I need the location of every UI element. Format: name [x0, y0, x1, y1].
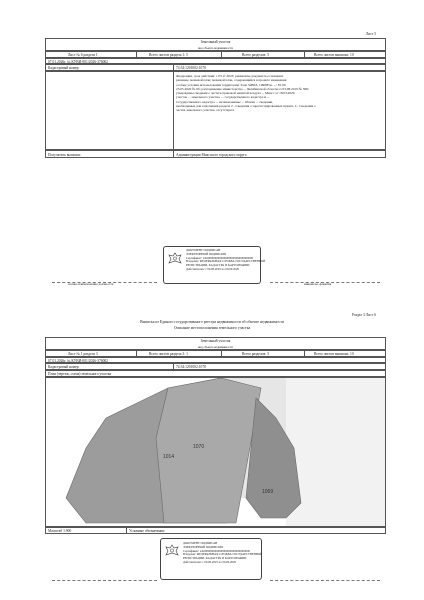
special-notes-line: государственного кадастра ... незаконченные ... вблизи ... сведения, [176, 99, 273, 104]
sheet-number-2: Лист № 1 раздела 3 [68, 352, 98, 356]
eagle-crest-icon-2 [164, 543, 180, 559]
cadastral-row [45, 64, 386, 71]
stamp-line: РЕГИСТРАЦИИ, КАДАСТРА И КАРТОГРАФИИ [183, 556, 247, 561]
extract-sheets-total-2: Всего листов выписки: 10 [314, 352, 354, 356]
object-type-header [45, 38, 386, 51]
scale-label: Масштаб 1:900 [48, 529, 72, 533]
object-type-title: Земельный участок [200, 39, 231, 44]
stamp-text [186, 249, 265, 272]
plan-label: План (чертеж, схема) земельного участка [48, 372, 112, 376]
legend-label: Условные обозначения: [129, 529, 165, 533]
sheet-number: Лист № 6 раздела 1 [68, 53, 98, 57]
stamp-line: Владелец: ФЕДЕРАЛЬНАЯ СЛУЖБА ГОСУДАРСТВЕННОЙ [183, 552, 263, 557]
special-notes-line: утверждены сведения о части и правовой защитой воздуха ... Миасс от 18.03.2020. [176, 91, 296, 96]
background-area-right [286, 378, 386, 527]
cadastral-label: Кадастровый номер: [48, 66, 80, 70]
e-signature-stamp-2 [160, 538, 262, 580]
signature-line-left-2 [52, 580, 157, 581]
name-caption: инициалы, фамилия [304, 282, 332, 286]
cadastral-value: 74:34:1201002:1070 [176, 66, 206, 70]
stamp-line: Действителен: с 00.00.2025 по 00.00.2026 [186, 266, 240, 271]
special-notes-line: особые условия использования территории: Зона ЗаВКЗ, 19Ф8Еэв. ...: 81.00 [176, 82, 286, 87]
recipient-row [45, 150, 386, 158]
special-notes-row [45, 71, 386, 150]
stamp-line: ЭЛЕКТРОННОЙ ПОДПИСЬЮ [186, 251, 227, 256]
special-notes-line: решение, межевой план; межевой план, содержащийся в проекте межевания [176, 78, 287, 83]
special-notes-line: необходимые для заполнения раздела 2 - Сведения о зарегистрированных правах, 4 - Сведения о [176, 104, 316, 109]
parcel-label-1069: 1069 [262, 489, 274, 495]
scale-legend-row [45, 527, 386, 534]
object-type-caption-2: вид объекта недвижимости [198, 344, 233, 349]
extract-date-number: 07.01.2026г. № КУВИ-001/2026-376002 [48, 59, 108, 64]
section-sheets-total-2: Всего листов раздела 3: 1 [149, 352, 188, 356]
special-notes [176, 74, 384, 113]
stamp-line: Сертификат: 2A0000000000000000000000000000000 [183, 548, 251, 553]
e-signature-stamp [163, 246, 266, 284]
stamp-line: ДОКУМЕНТ ПОДПИСАН [186, 248, 221, 252]
sheet-count-row-2 [45, 350, 386, 357]
parcel-label-1014: 1014 [163, 454, 175, 460]
special-notes-line: участок ... земельного участка, ... государственного кадастра и ... [176, 95, 270, 100]
extract-date-number-2: 07.01.2026г. № КУВИ-001/2026-376002 [48, 358, 108, 363]
stamp-line: Сертификат: 2A0000000000000000000000000000000 [186, 255, 254, 260]
extract-sheets-total: Всего листов выписки: 10 [314, 53, 354, 57]
eagle-crest-icon [167, 251, 183, 267]
special-notes-line: частях земельного участка, отсутствуют. [176, 108, 235, 113]
recipient-value: Администрация Миасского городского округа [176, 152, 247, 157]
object-type-title-2: Земельный участок [200, 338, 231, 343]
special-notes-line: 25.05.2020 № 6б; распоряжение министерства ... Челябинской области от 03.08.2019 № 598; [176, 86, 309, 91]
cadastral-value-2: 74:34:1201002:1070 [176, 365, 206, 369]
extract-title: Выписка из Единого государственного реестра недвижимости об объекте недвижимости [140, 320, 284, 324]
plan-label-row [45, 370, 386, 377]
cadastral-row-2 [45, 363, 386, 370]
plan-drawing [45, 377, 386, 527]
stamp-line: ДОКУМЕНТ ПОДПИСАН [183, 541, 218, 545]
special-notes-line: Федерации, срок действия: с 03.11.2023; реквизиты документа-основания: [176, 74, 284, 78]
object-type-header-2 [45, 337, 386, 350]
section-sheet-label: Раздел 3 Лист 6 [352, 313, 376, 317]
cadastral-label-2: Кадастровый номер: [48, 365, 80, 369]
sections-total: Всего разделов: 3 [242, 53, 269, 57]
recipient-label: Получатель выписки: [48, 152, 81, 157]
sheet-label: Лист 5 [365, 32, 376, 36]
stamp-line: Владелец: ФЕДЕРАЛЬНАЯ СЛУЖБА ГОСУДАРСТВЕННОЙ [186, 259, 266, 264]
object-type-caption: вид объекта недвижимости [198, 45, 233, 50]
position-caption: полное наименование должности [68, 282, 114, 286]
stamp-text-2 [183, 542, 262, 565]
stamp-line: ЭЛЕКТРОННОЙ ПОДПИСЬЮ [183, 544, 224, 549]
stamp-line: РЕГИСТРАЦИИ, КАДАСТРА И КАРТОГРАФИИ [186, 263, 250, 268]
section-sheets-total: Всего листов раздела 1: 5 [149, 53, 188, 57]
sheet-count-row [45, 51, 386, 58]
parcel-label-1070: 1070 [193, 444, 205, 450]
sections-total-2: Всего разделов: 3 [242, 352, 269, 356]
extract-subtitle: Описание местоположения земельного участка [173, 326, 251, 330]
signature-line-right-2 [270, 580, 380, 581]
stamp-line: Действителен: с 00.00.2025 по 00.00.2026 [183, 559, 237, 564]
